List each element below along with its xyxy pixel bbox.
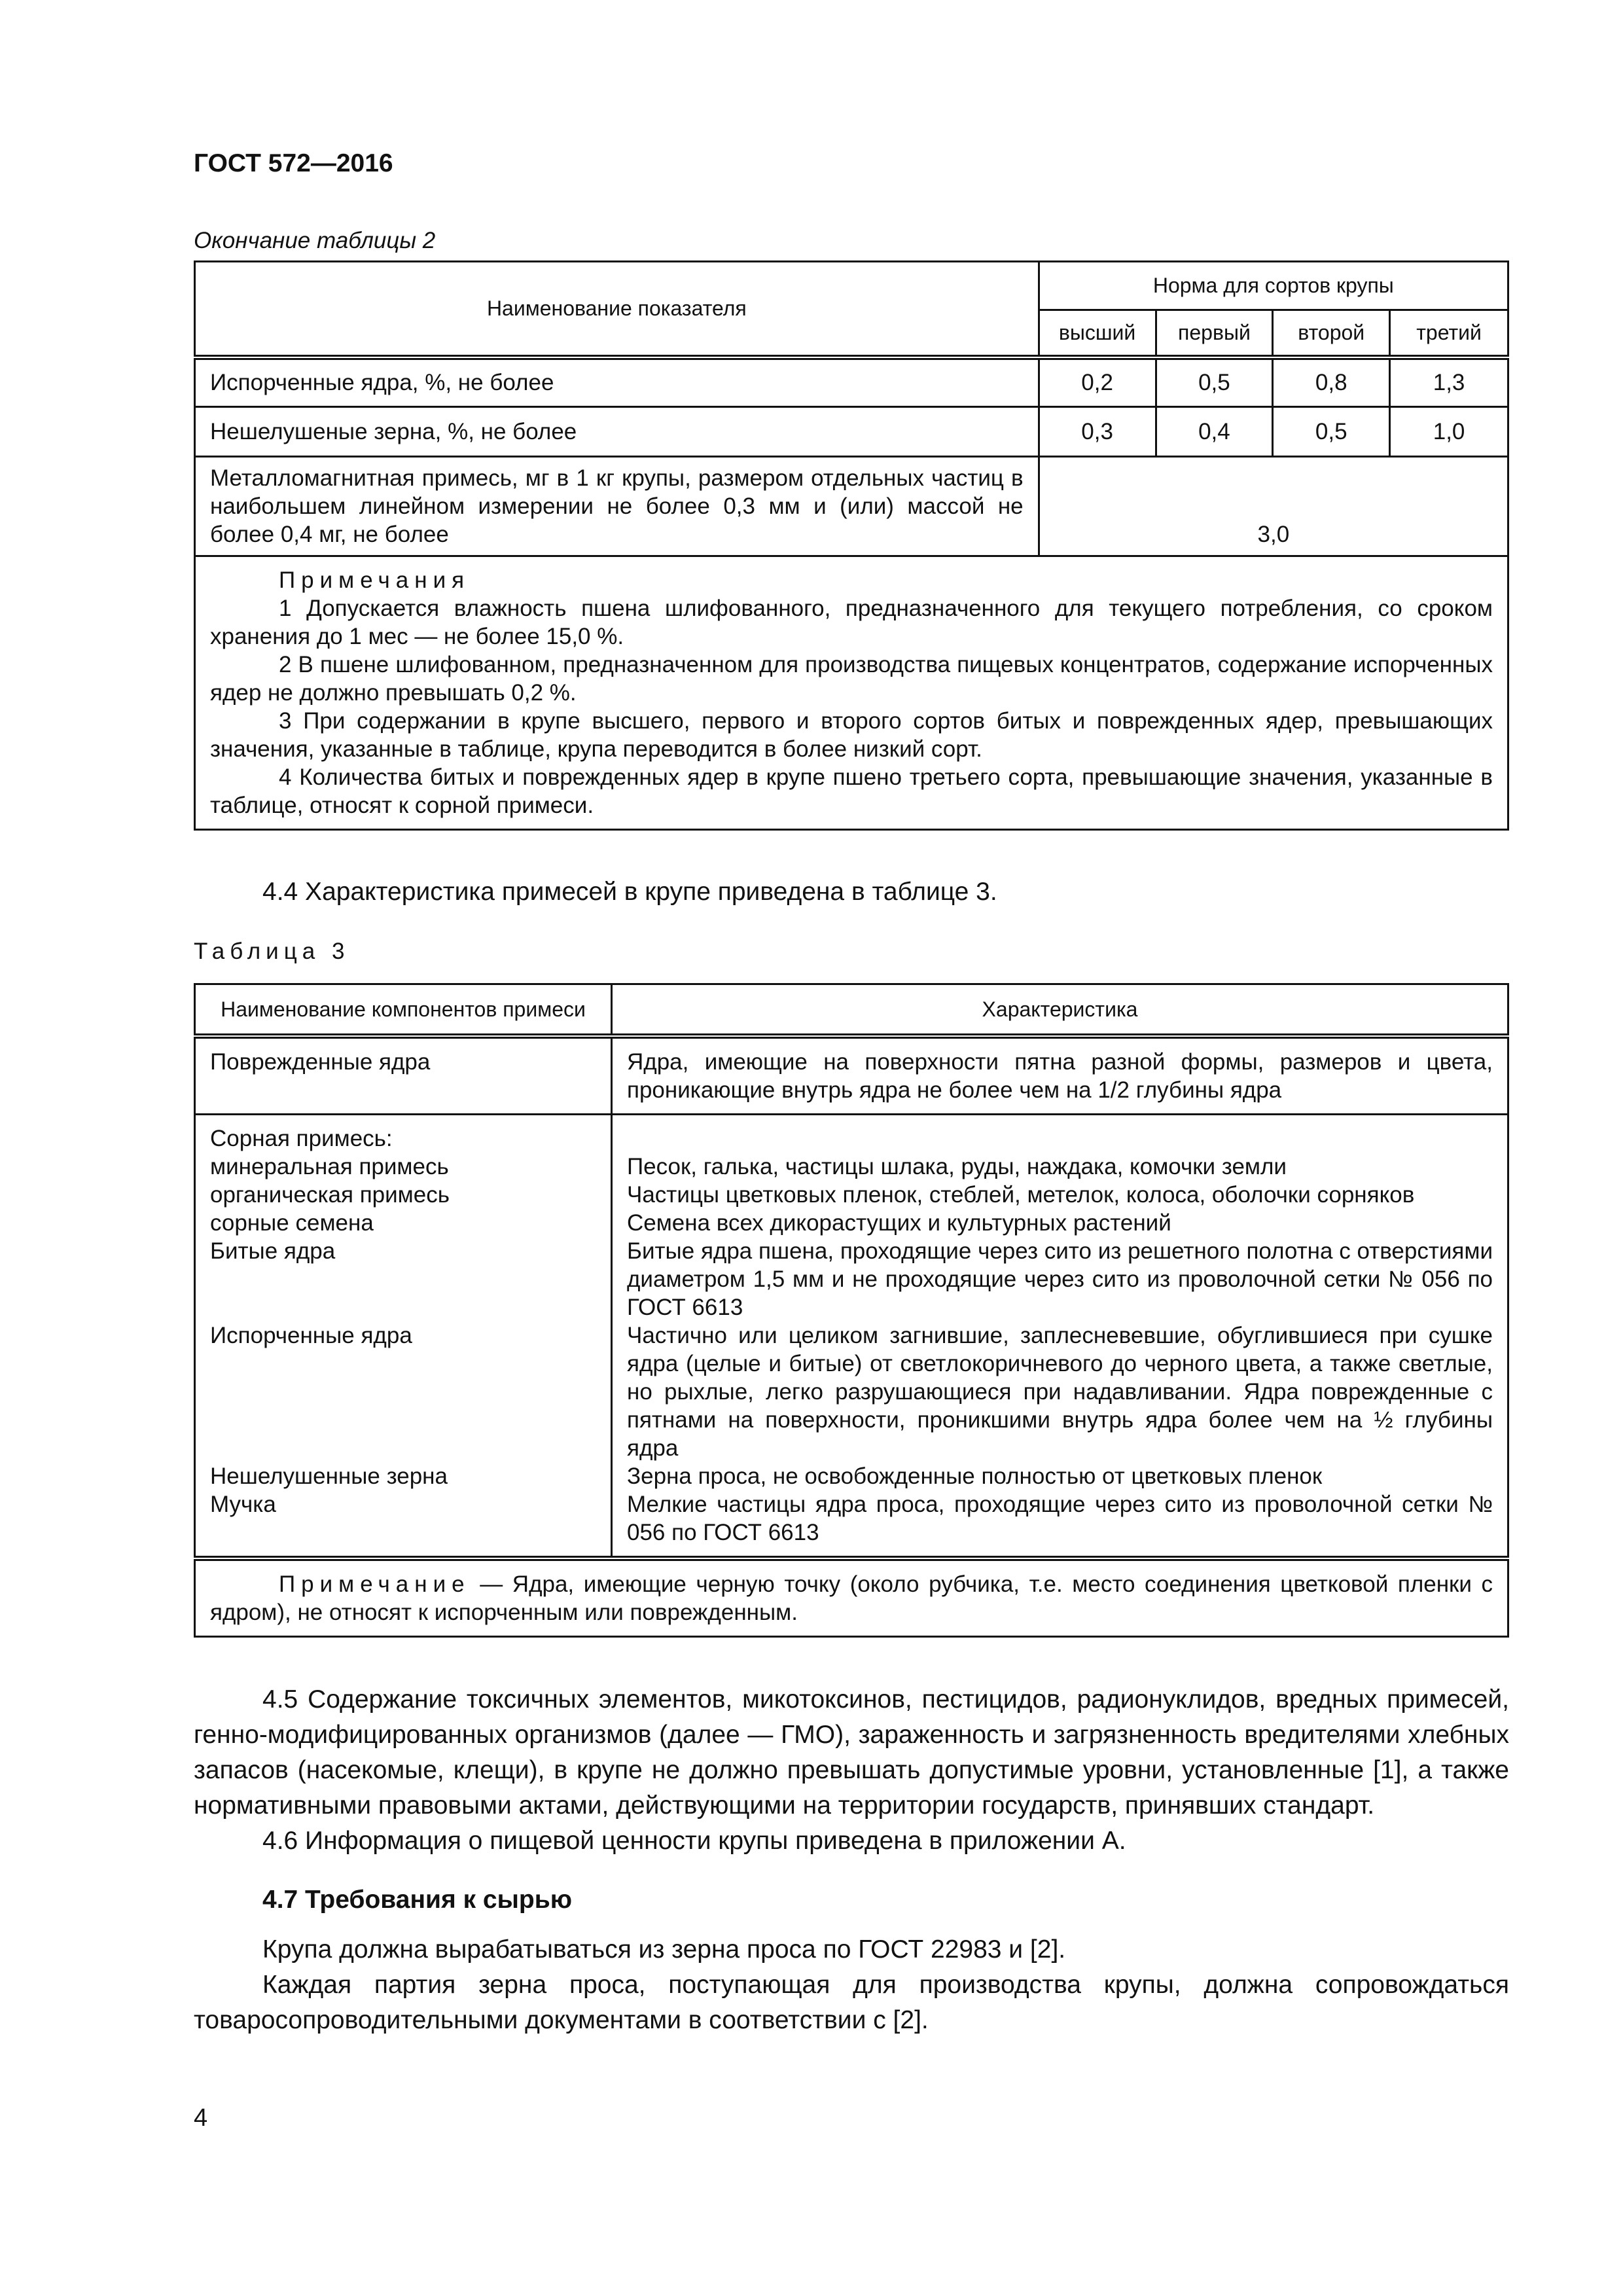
note-item: 4 Количества битых и поврежденных ядер в крупе пшено третьего сорта, превышающие значения, указанные в таблице, относят к сорной примеси. — [210, 764, 1493, 818]
row-value: 0,5 — [1156, 357, 1273, 407]
table2-col-name-header: Наименование показателя — [195, 262, 1039, 357]
paragraph-4-7-a: Крупа должна вырабатываться из зерна проса по ГОСТ 22983 и [2]. — [262, 1935, 1066, 1964]
metal-row-value: 3,0 — [1039, 457, 1508, 556]
table-row — [195, 457, 1508, 556]
component-descs — [612, 1115, 1508, 1559]
note-item: 3 При содержании в крупе высшего, первого и второго сортов битых и поврежденных ядер, превышающих значения, указанные в таблице, крупа переводится в более низкий сорт. — [210, 708, 1493, 762]
row-value: 1,3 — [1390, 357, 1508, 407]
component-desc: Частицы цветковых пленок, стеблей, метелок, колоса, оболочки сорняков — [627, 1182, 1415, 1208]
component-desc: Ядра, имеющие на поверхности пятна разной формы, размеров и цвета, проникающие внутрь ядра не более чем на 1/2 глубины ядра — [612, 1036, 1508, 1115]
table-row — [195, 407, 1508, 457]
grade-header: высший — [1039, 310, 1156, 357]
note-text: — Ядра, имеющие черную точку (около рубчика, т.е. место соединения цветковой пленки с ядром), не относят к испорченным или поврежденным. — [210, 1571, 1493, 1625]
paragraph-text: 4.4 Характеристика примесей в крупе приведена в таблице 3. — [262, 878, 997, 906]
row-value: 0,5 — [1273, 407, 1390, 457]
component-name: сорные семена — [210, 1210, 374, 1236]
component-desc: Битые ядра пшена, проходящие через сито из решетного полотна с отверстиями диаметром 1,5 мм и не проходящие через сито из проволочной сетки № 056 по ГОСТ 6613 — [627, 1238, 1493, 1320]
component-name: Мучка — [210, 1492, 276, 1517]
page-number: 4 — [194, 2104, 208, 2132]
body-text — [194, 1682, 1509, 2038]
grade-header: второй — [1273, 310, 1390, 357]
table-3 — [194, 983, 1509, 1638]
row-value: 1,0 — [1390, 407, 1508, 457]
component-names — [195, 1115, 612, 1559]
table2-group-header: Норма для сортов крупы — [1039, 262, 1508, 310]
paragraph-4-4 — [194, 874, 1509, 910]
component-name: Битые ядра — [210, 1238, 336, 1264]
row-name: Нешелушеные зерна, %, не более — [195, 407, 1039, 457]
row-name: Испорченные ядра, %, не более — [195, 357, 1039, 407]
table3-caption: Таблица 3 — [194, 939, 350, 964]
table3-note — [195, 1558, 1508, 1637]
row-value: 0,4 — [1156, 407, 1273, 457]
component-name: Испорченные ядра — [210, 1323, 412, 1348]
weed-title: Сорная примесь: — [210, 1126, 393, 1151]
note-item: 1 Допускается влажность пшена шлифованного, предназначенного для текущего потребления, со сроком хранения до 1 мес — не более 15,0 %. — [210, 596, 1493, 649]
component-name: Нешелушенные зерна — [210, 1463, 448, 1489]
grade-header: третий — [1390, 310, 1508, 357]
component-desc: Песок, галька, частицы шлака, руды, наждака, комочки земли — [627, 1154, 1287, 1179]
component-name: Поврежденные ядра — [195, 1036, 612, 1115]
paragraph-4-7-b: Каждая партия зерна проса, поступающая для производства крупы, должна сопровождаться товаросопроводительными документами в соответствии с [2]. — [194, 1971, 1509, 2034]
document-header: ГОСТ 572—2016 — [194, 149, 393, 177]
row-value: 0,8 — [1273, 357, 1390, 407]
table3-col1-header: Наименование компонентов примеси — [195, 984, 612, 1037]
grade-header: первый — [1156, 310, 1273, 357]
notes-title: Примечания — [279, 567, 471, 593]
note-item: 2 В пшене шлифованном, предназначенном для производства пищевых концентратов, содержание испорченных ядер не должно превышать 0,2 %. — [210, 652, 1493, 706]
table2-caption: Окончание таблицы 2 — [194, 228, 436, 253]
table-row — [195, 1036, 1508, 1115]
table-2 — [194, 260, 1509, 831]
component-desc: Семена всех дикорастущих и культурных растений — [627, 1210, 1171, 1236]
paragraph-4-6: 4.6 Информация о пищевой ценности крупы приведена в приложении А. — [262, 1827, 1126, 1855]
section-heading-4-7: 4.7 Требования к сырью — [262, 1886, 573, 1914]
notes-row — [195, 556, 1508, 830]
component-name: органическая примесь — [210, 1182, 450, 1208]
note-label: Примечание — [279, 1571, 471, 1597]
table-row — [195, 357, 1508, 407]
table2-notes — [195, 556, 1508, 830]
table-row — [195, 1115, 1508, 1559]
row-value: 0,2 — [1039, 357, 1156, 407]
component-desc: Частично или целиком загнившие, заплесневевшие, обуглившиеся при сушке ядра (целые и битые) от светлокоричневого до черного цвета, а также светлые, но рыхлые, легко разрушающиеся при надавливании. Ядра поврежденные с пятнами на поверхности, проникшими внутрь ядра более чем на ½ глубины ядра — [627, 1323, 1493, 1461]
paragraph-4-5: 4.5 Содержание токсичных элементов, микотоксинов, пестицидов, радионуклидов, вредных примесей, генно-модифицированных организмов (далее — ГМО), зараженность и загрязненность вредителями хлебных запасов (насекомые, клещи), в крупе не должно превышать допустимые уровни, установленные [1], а также нормативными правовыми актами, действующими на территории государств, принявших стандарт. — [194, 1685, 1509, 1820]
table3-note-row — [195, 1558, 1508, 1637]
component-desc: Зерна проса, не освобожденные полностью от цветковых пленок — [627, 1463, 1323, 1489]
metal-row-name: Металломагнитная примесь, мг в 1 кг крупы, размером отдельных частиц в наибольшем линейном измерении не более 0,3 мм и (или) массой не более 0,4 мг, не более — [195, 457, 1039, 556]
component-name: минеральная примесь — [210, 1154, 449, 1179]
component-desc: Мелкие частицы ядра проса, проходящие через сито из проволочной сетки № 056 по ГОСТ 6613 — [627, 1492, 1493, 1545]
table3-col2-header: Характеристика — [612, 984, 1508, 1037]
row-value: 0,3 — [1039, 407, 1156, 457]
